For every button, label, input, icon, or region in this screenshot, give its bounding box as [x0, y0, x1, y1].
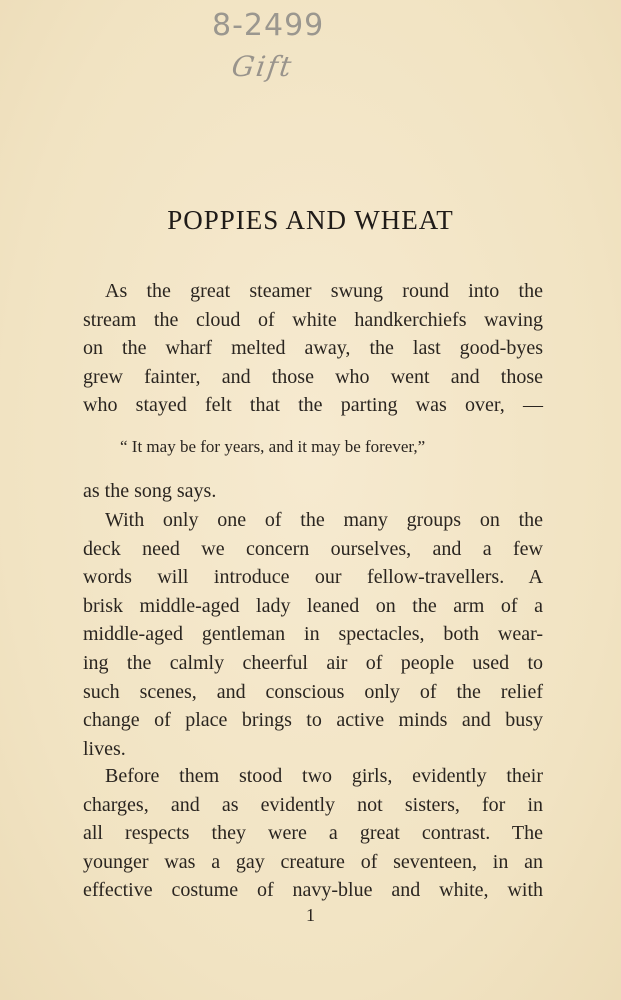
- text-line: younger was a gay creature of seventeen, in an: [83, 850, 543, 873]
- page-number: 1: [306, 905, 315, 925]
- text-line: With only one of the many groups on the: [105, 509, 543, 531]
- text-line: such scenes, and conscious only of the relief: [83, 680, 543, 703]
- song-quote: “ It may be for years, and it may be forever,”: [120, 437, 426, 456]
- gift-note: Gift: [229, 50, 296, 83]
- text-line: change of place brings to active minds and busy: [83, 709, 543, 732]
- text-line: who stayed felt that the parting was over, —: [83, 394, 543, 417]
- text-line: deck need we concern ourselves, and a few: [83, 537, 543, 560]
- paragraph-2: [83, 477, 543, 506]
- chapter-title: POPPIES AND WHEAT: [167, 205, 454, 235]
- text-line: stream the cloud of white handkerchiefs waving: [83, 308, 543, 331]
- accession-number: 8-2499: [212, 8, 325, 43]
- paragraph-1: [83, 277, 543, 420]
- text-line: words will introduce our fellow-travellers. A: [83, 566, 543, 589]
- text-line: ing the calmly cheerful air of people used to: [83, 651, 543, 674]
- text-line: as the song says.: [83, 480, 217, 502]
- text-line: Before them stood two girls, evidently their: [105, 765, 543, 787]
- paragraph-4: [83, 762, 543, 905]
- text-line: all respects they were a great contrast. The: [83, 822, 543, 845]
- text-line: As the great steamer swung round into the: [105, 280, 543, 302]
- paragraph-3: [83, 506, 543, 763]
- text-line: effective costume of navy-blue and white, with: [83, 879, 543, 902]
- text-line: on the wharf melted away, the last good-byes: [83, 337, 543, 360]
- text-line: middle-aged gentleman in spectacles, both wear-: [83, 623, 543, 646]
- text-line: grew fainter, and those who went and those: [83, 365, 543, 388]
- text-line: charges, and as evidently not sisters, for in: [83, 793, 543, 816]
- text-line: brisk middle-aged lady leaned on the arm of a: [83, 594, 543, 617]
- text-line: lives.: [83, 737, 126, 760]
